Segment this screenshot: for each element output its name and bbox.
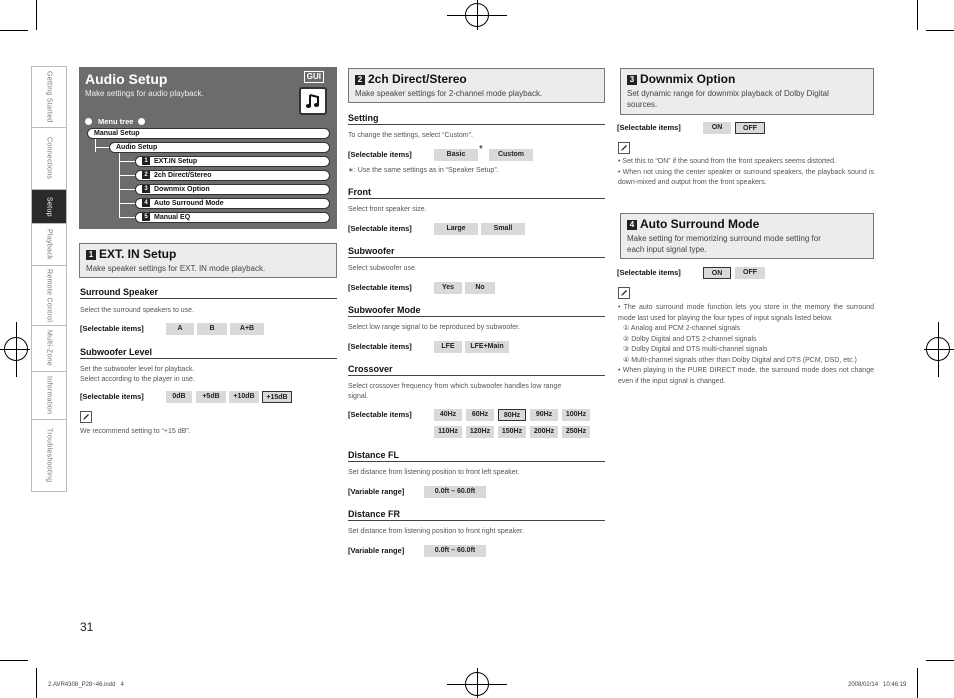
option-5db[interactable]: +5dB	[196, 391, 226, 403]
auto-surround-notes: • The auto surround mode function lets you store in the memory the surround mode last used for playing the four types of input signals listed below. ① Analog and PCM 2-channel signals ② Dolby Digital and DTS 2-channel signals ③ Dolby Digital and DTS multi-channel signals ④ Multi-channel signals other than Dolby Digital and DTS (PCM, DSD, etc.) • When playing in the PURE DIRECT mode, the surround mode does not change even if the input signal is changed.	[618, 304, 874, 385]
tree-item-ext-in[interactable]: 1 EXT.IN Setup	[135, 156, 330, 167]
option-120hz[interactable]: 120Hz	[466, 426, 494, 438]
pencil-icon	[618, 142, 630, 154]
music-note-icon	[299, 87, 327, 115]
subwoofer-level-heading: Subwoofer Level	[80, 347, 337, 359]
option-250hz[interactable]: 250Hz	[562, 426, 590, 438]
audio-setup-header	[79, 67, 337, 229]
page-number: 31	[80, 620, 94, 634]
option-large[interactable]: Large	[434, 223, 478, 235]
ext-in-note: We recommend setting to “+15 dB”.	[80, 428, 191, 435]
direct-stereo-header: 2 2ch Direct/Stereo Make speaker settings for 2-channel mode playback.	[348, 68, 605, 103]
tree-item-auto-surround[interactable]: 4 Auto Surround Mode	[135, 198, 330, 209]
option-40hz[interactable]: 40Hz	[434, 409, 462, 421]
distance-fr-heading: Distance FR	[348, 509, 605, 521]
ext-in-header: 1 EXT. IN Setup Make speaker settings for EXT. IN mode playback.	[79, 243, 337, 278]
menu-tree-label: Menu tree	[85, 117, 145, 126]
tree-item-manual-eq[interactable]: 5 Manual EQ	[135, 212, 330, 223]
gui-badge: GUI	[304, 71, 324, 83]
subwoofer-mode-heading: Subwoofer Mode	[348, 305, 605, 317]
bullet-icon	[138, 118, 145, 125]
option-lfe-main[interactable]: LFE+Main	[465, 341, 509, 353]
side-tab-information[interactable]: Information	[31, 372, 67, 420]
option-downmix-on[interactable]: ON	[703, 122, 731, 134]
side-tabs	[31, 66, 67, 492]
option-110hz[interactable]: 110Hz	[434, 426, 462, 438]
footer-left: 2.AVR4308_P28~46.indd 4	[48, 682, 124, 688]
side-tab-getting-started[interactable]: Getting Started	[31, 66, 67, 128]
option-downmix-off[interactable]: OFF	[735, 122, 765, 134]
side-tab-troubleshooting[interactable]: Troubleshooting	[31, 420, 67, 492]
setting-heading: Setting	[348, 113, 605, 125]
pencil-icon	[80, 411, 92, 423]
side-tab-multi-zone[interactable]: Multi-Zone	[31, 326, 67, 372]
tree-item-downmix[interactable]: 3 Downmix Option	[135, 184, 330, 195]
subwoofer-heading: Subwoofer	[348, 246, 605, 258]
option-100hz[interactable]: 100Hz	[562, 409, 590, 421]
front-heading: Front	[348, 187, 605, 199]
option-0db[interactable]: 0dB	[166, 391, 192, 403]
crossover-heading: Crossover	[348, 364, 605, 376]
option-60hz[interactable]: 60Hz	[466, 409, 494, 421]
option-10db[interactable]: +10dB	[229, 391, 259, 403]
side-tab-remote-control[interactable]: Remote Control	[31, 266, 67, 326]
option-small[interactable]: Small	[481, 223, 525, 235]
option-a[interactable]: A	[166, 323, 194, 335]
tree-item-2ch-direct[interactable]: 2 2ch Direct/Stereo	[135, 170, 330, 181]
range-distance-fl[interactable]: 0.0ft – 60.0ft	[424, 486, 486, 498]
side-tab-playback[interactable]: Playback	[31, 224, 67, 266]
range-distance-fr[interactable]: 0.0ft – 60.0ft	[424, 545, 486, 557]
option-a-b[interactable]: A+B	[230, 323, 264, 335]
footer-right: 2008/02/14 10:46:19	[848, 682, 907, 688]
option-b[interactable]: B	[197, 323, 227, 335]
bullet-icon	[85, 118, 92, 125]
surround-speaker-heading: Surround Speaker	[80, 287, 337, 299]
option-80hz[interactable]: 80Hz	[498, 409, 526, 421]
option-lfe[interactable]: LFE	[434, 341, 462, 353]
option-150hz[interactable]: 150Hz	[498, 426, 526, 438]
option-90hz[interactable]: 90Hz	[530, 409, 558, 421]
page-subtitle: Make settings for audio playback.	[85, 89, 204, 98]
option-auto-surround-off[interactable]: OFF	[735, 267, 765, 279]
pencil-icon	[618, 287, 630, 299]
option-15db[interactable]: +15dB	[262, 391, 292, 403]
option-custom[interactable]: Custom	[489, 149, 533, 161]
side-tab-setup[interactable]: Setup	[31, 190, 67, 224]
side-tab-connections[interactable]: Connections	[31, 128, 67, 190]
option-200hz[interactable]: 200Hz	[530, 426, 558, 438]
distance-fl-heading: Distance FL	[348, 450, 605, 462]
downmix-header: 3 Downmix Option Set dynamic range for downmix playback of Dolby Digital sources.	[620, 68, 874, 115]
tree-root[interactable]: Manual Setup	[87, 128, 330, 139]
auto-surround-header: 4 Auto Surround Mode Make setting for memorizing surround mode setting for each input signal type.	[620, 213, 874, 259]
option-auto-surround-on[interactable]: ON	[703, 267, 731, 279]
tree-audio-setup[interactable]: Audio Setup	[109, 142, 330, 153]
page-title: Audio Setup	[85, 71, 168, 87]
option-no[interactable]: No	[465, 282, 495, 294]
option-yes[interactable]: Yes	[434, 282, 462, 294]
downmix-notes: • Set this to “ON” if the sound from the front speakers seems distorted. • When not using the center speaker or surround speakers, the playback sound is down-mixed and output from the front speakers.	[618, 158, 874, 186]
option-basic[interactable]: Basic	[434, 149, 478, 161]
